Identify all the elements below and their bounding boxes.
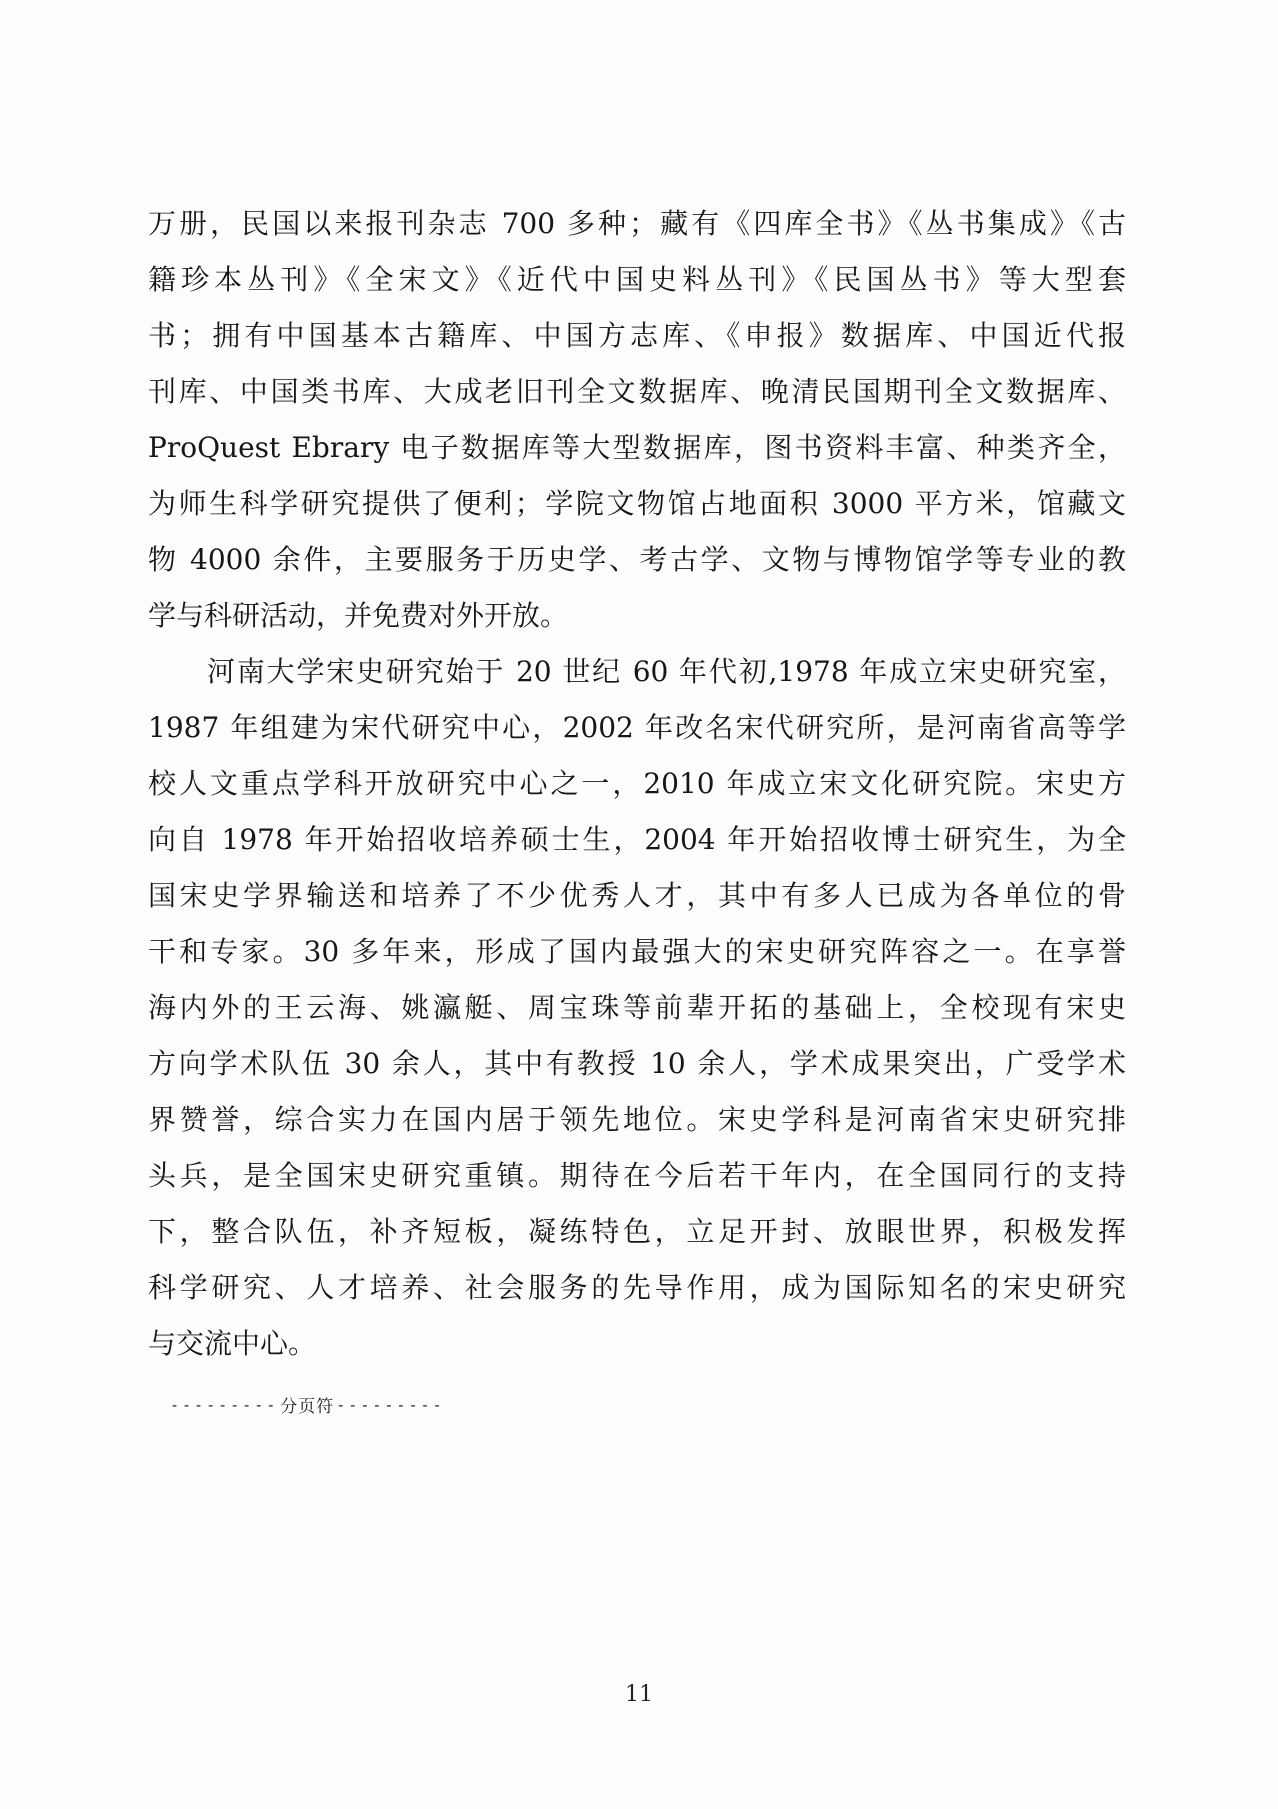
text-line: 校人文重点学科开放研究中心之一，2010 年成立宋文化研究院。宋史方 [148, 767, 1126, 800]
text-line: 书；拥有中国基本古籍库、中国方志库、《申报》数据库、中国近代报 [148, 319, 1126, 352]
text-line: 方向学术队伍 30 余人，其中有教授 10 余人，学术成果突出，广受学术 [148, 1047, 1126, 1080]
text-line-paragraph-start: 河南大学宋史研究始于 20 世纪 60 年代初,1978 年成立宋史研究室， [207, 655, 1126, 688]
page-number: 11 [625, 1682, 653, 1707]
text-line: 海内外的王云海、姚瀛艇、周宝珠等前辈开拓的基础上，全校现有宋史 [148, 991, 1126, 1024]
text-line: 籍珍本丛刊》《全宋文》《近代中国史料丛刊》《民国丛书》等大型套 [148, 263, 1126, 296]
page-break-dashes-left: --------- [170, 1396, 279, 1414]
text-line: 下，整合队伍，补齐短板，凝练特色，立足开封、放眼世界，积极发挥 [148, 1215, 1126, 1248]
text-line: 科学研究、人才培养、社会服务的先导作用，成为国际知名的宋史研究 [148, 1271, 1126, 1304]
text-line: 物 4000 余件，主要服务于历史学、考古学、文物与博物馆学等专业的教 [148, 543, 1126, 576]
text-line: 国宋史学界输送和培养了不少优秀人才，其中有多人已成为各单位的骨 [148, 879, 1126, 912]
text-line: 刊库、中国类书库、大成老旧刊全文数据库、晚清民国期刊全文数据库、 [148, 375, 1126, 408]
text-line: 向自 1978 年开始招收培养硕士生，2004 年开始招收博士研究生，为全 [148, 823, 1126, 856]
text-line: 头兵，是全国宋史研究重镇。期待在今后若干年内，在全国同行的支持 [148, 1159, 1126, 1192]
text-line: 1987 年组建为宋代研究中心，2002 年改名宋代研究所，是河南省高等学 [148, 711, 1126, 744]
page-break-label: 分页符 [280, 1397, 335, 1417]
text-line: 为师生科学研究提供了便利；学院文物馆占地面积 3000 平方米，馆藏文 [148, 487, 1126, 520]
page-break-dashes-right: --------- [336, 1396, 445, 1414]
text-line-paragraph-end: 与交流中心。 [148, 1327, 317, 1360]
text-line-paragraph-end: 学与科研活动，并免费对外开放。 [148, 599, 569, 632]
text-line: 万册，民国以来报刊杂志 700 多种；藏有《四库全书》《丛书集成》《古 [148, 207, 1126, 240]
text-line: 干和专家。30 多年来，形成了国内最强大的宋史研究阵容之一。在享誉 [148, 935, 1126, 968]
text-line: 界赞誉，综合实力在国内居于领先地位。宋史学科是河南省宋史研究排 [148, 1103, 1126, 1136]
document-body-text [148, 196, 1126, 1372]
text-line: ProQuest Ebrary 电子数据库等大型数据库，图书资料丰富、种类齐全， [148, 431, 1126, 464]
page-break-marker [170, 1392, 445, 1417]
